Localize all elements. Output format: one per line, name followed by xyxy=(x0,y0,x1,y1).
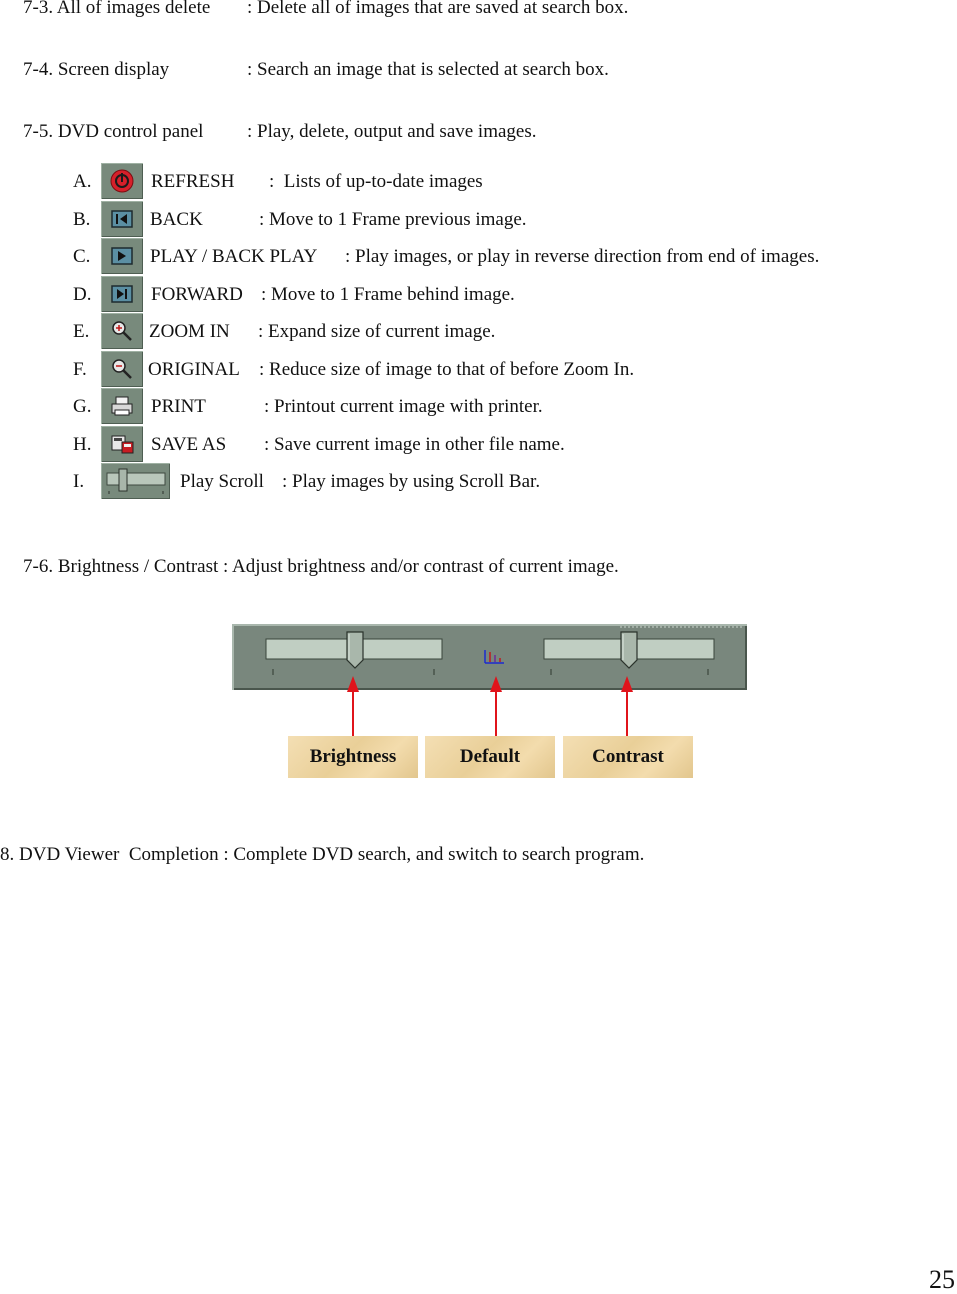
scroll-bar-icon xyxy=(101,463,170,499)
item-name: REFRESH xyxy=(151,171,235,192)
refresh-icon xyxy=(101,163,143,199)
zoom-in-icon xyxy=(101,313,143,349)
control-item-back xyxy=(73,201,933,239)
section-7-6-text: 7-6. Brightness / Contrast : Adjust brightness and/or contrast of current image. xyxy=(23,556,619,577)
item-letter: I. xyxy=(73,471,85,492)
item-name: Play Scroll xyxy=(180,471,264,492)
item-desc: : Lists of up-to-date images xyxy=(269,171,483,192)
section-7-3-title: 7-3. All of images delete xyxy=(23,0,211,18)
brightness-label: Brightness xyxy=(288,736,418,778)
play-icon xyxy=(101,238,143,274)
printer-icon xyxy=(101,388,143,424)
section-7-4-title: 7-4. Screen display xyxy=(23,59,170,80)
page-number: 25 xyxy=(929,1265,955,1294)
forward-icon xyxy=(101,276,143,312)
item-name: SAVE AS xyxy=(151,434,227,455)
control-item-play xyxy=(73,238,933,276)
default-label: Default xyxy=(425,736,555,778)
control-item-forward xyxy=(73,276,933,314)
item-desc: : Printout current image with printer. xyxy=(264,396,543,417)
control-item-original xyxy=(73,351,933,389)
item-letter: G. xyxy=(73,396,92,417)
control-item-play-scroll xyxy=(73,463,933,501)
control-item-zoom-in xyxy=(73,313,933,351)
item-name: PLAY / BACK PLAY xyxy=(150,246,318,267)
item-name: ORIGINAL xyxy=(148,359,240,380)
item-letter: E. xyxy=(73,321,90,342)
item-name: PRINT xyxy=(151,396,206,417)
item-name: ZOOM IN xyxy=(149,321,230,342)
item-desc: : Move to 1 Frame previous image. xyxy=(259,209,527,230)
zoom-original-icon xyxy=(101,351,143,387)
item-letter: D. xyxy=(73,284,92,305)
item-letter: F. xyxy=(73,359,87,380)
item-desc: : Play images, or play in reverse direction from end of images. xyxy=(345,246,820,267)
item-desc: : Reduce size of image to that of before Zoom In. xyxy=(259,359,635,380)
back-icon xyxy=(101,201,143,237)
section-7-5-title: 7-5. DVD control panel xyxy=(23,121,204,142)
item-letter: A. xyxy=(73,171,92,192)
item-desc: : Expand size of current image. xyxy=(258,321,496,342)
control-item-print xyxy=(73,388,933,426)
section-7-5-desc: : Play, delete, output and save images. xyxy=(247,121,537,142)
item-name: FORWARD xyxy=(151,284,243,305)
control-item-save-as xyxy=(73,426,933,464)
item-name: BACK xyxy=(150,209,203,230)
brightness-contrast-panel xyxy=(232,624,747,690)
section-7-3-desc: : Delete all of images that are saved at search box. xyxy=(247,0,629,18)
section-7-4-desc: : Search an image that is selected at search box. xyxy=(247,59,609,80)
control-item-refresh xyxy=(73,163,933,201)
save-as-icon xyxy=(101,426,143,462)
item-letter: H. xyxy=(73,434,92,455)
item-letter: C. xyxy=(73,246,91,267)
item-desc: : Move to 1 Frame behind image. xyxy=(261,284,515,305)
item-desc: : Play images by using Scroll Bar. xyxy=(282,471,541,492)
item-desc: : Save current image in other file name. xyxy=(264,434,565,455)
item-letter: B. xyxy=(73,209,91,230)
section-8-text: 8. DVD Viewer Completion : Complete DVD search, and switch to search program. xyxy=(0,844,645,865)
contrast-label: Contrast xyxy=(563,736,693,778)
